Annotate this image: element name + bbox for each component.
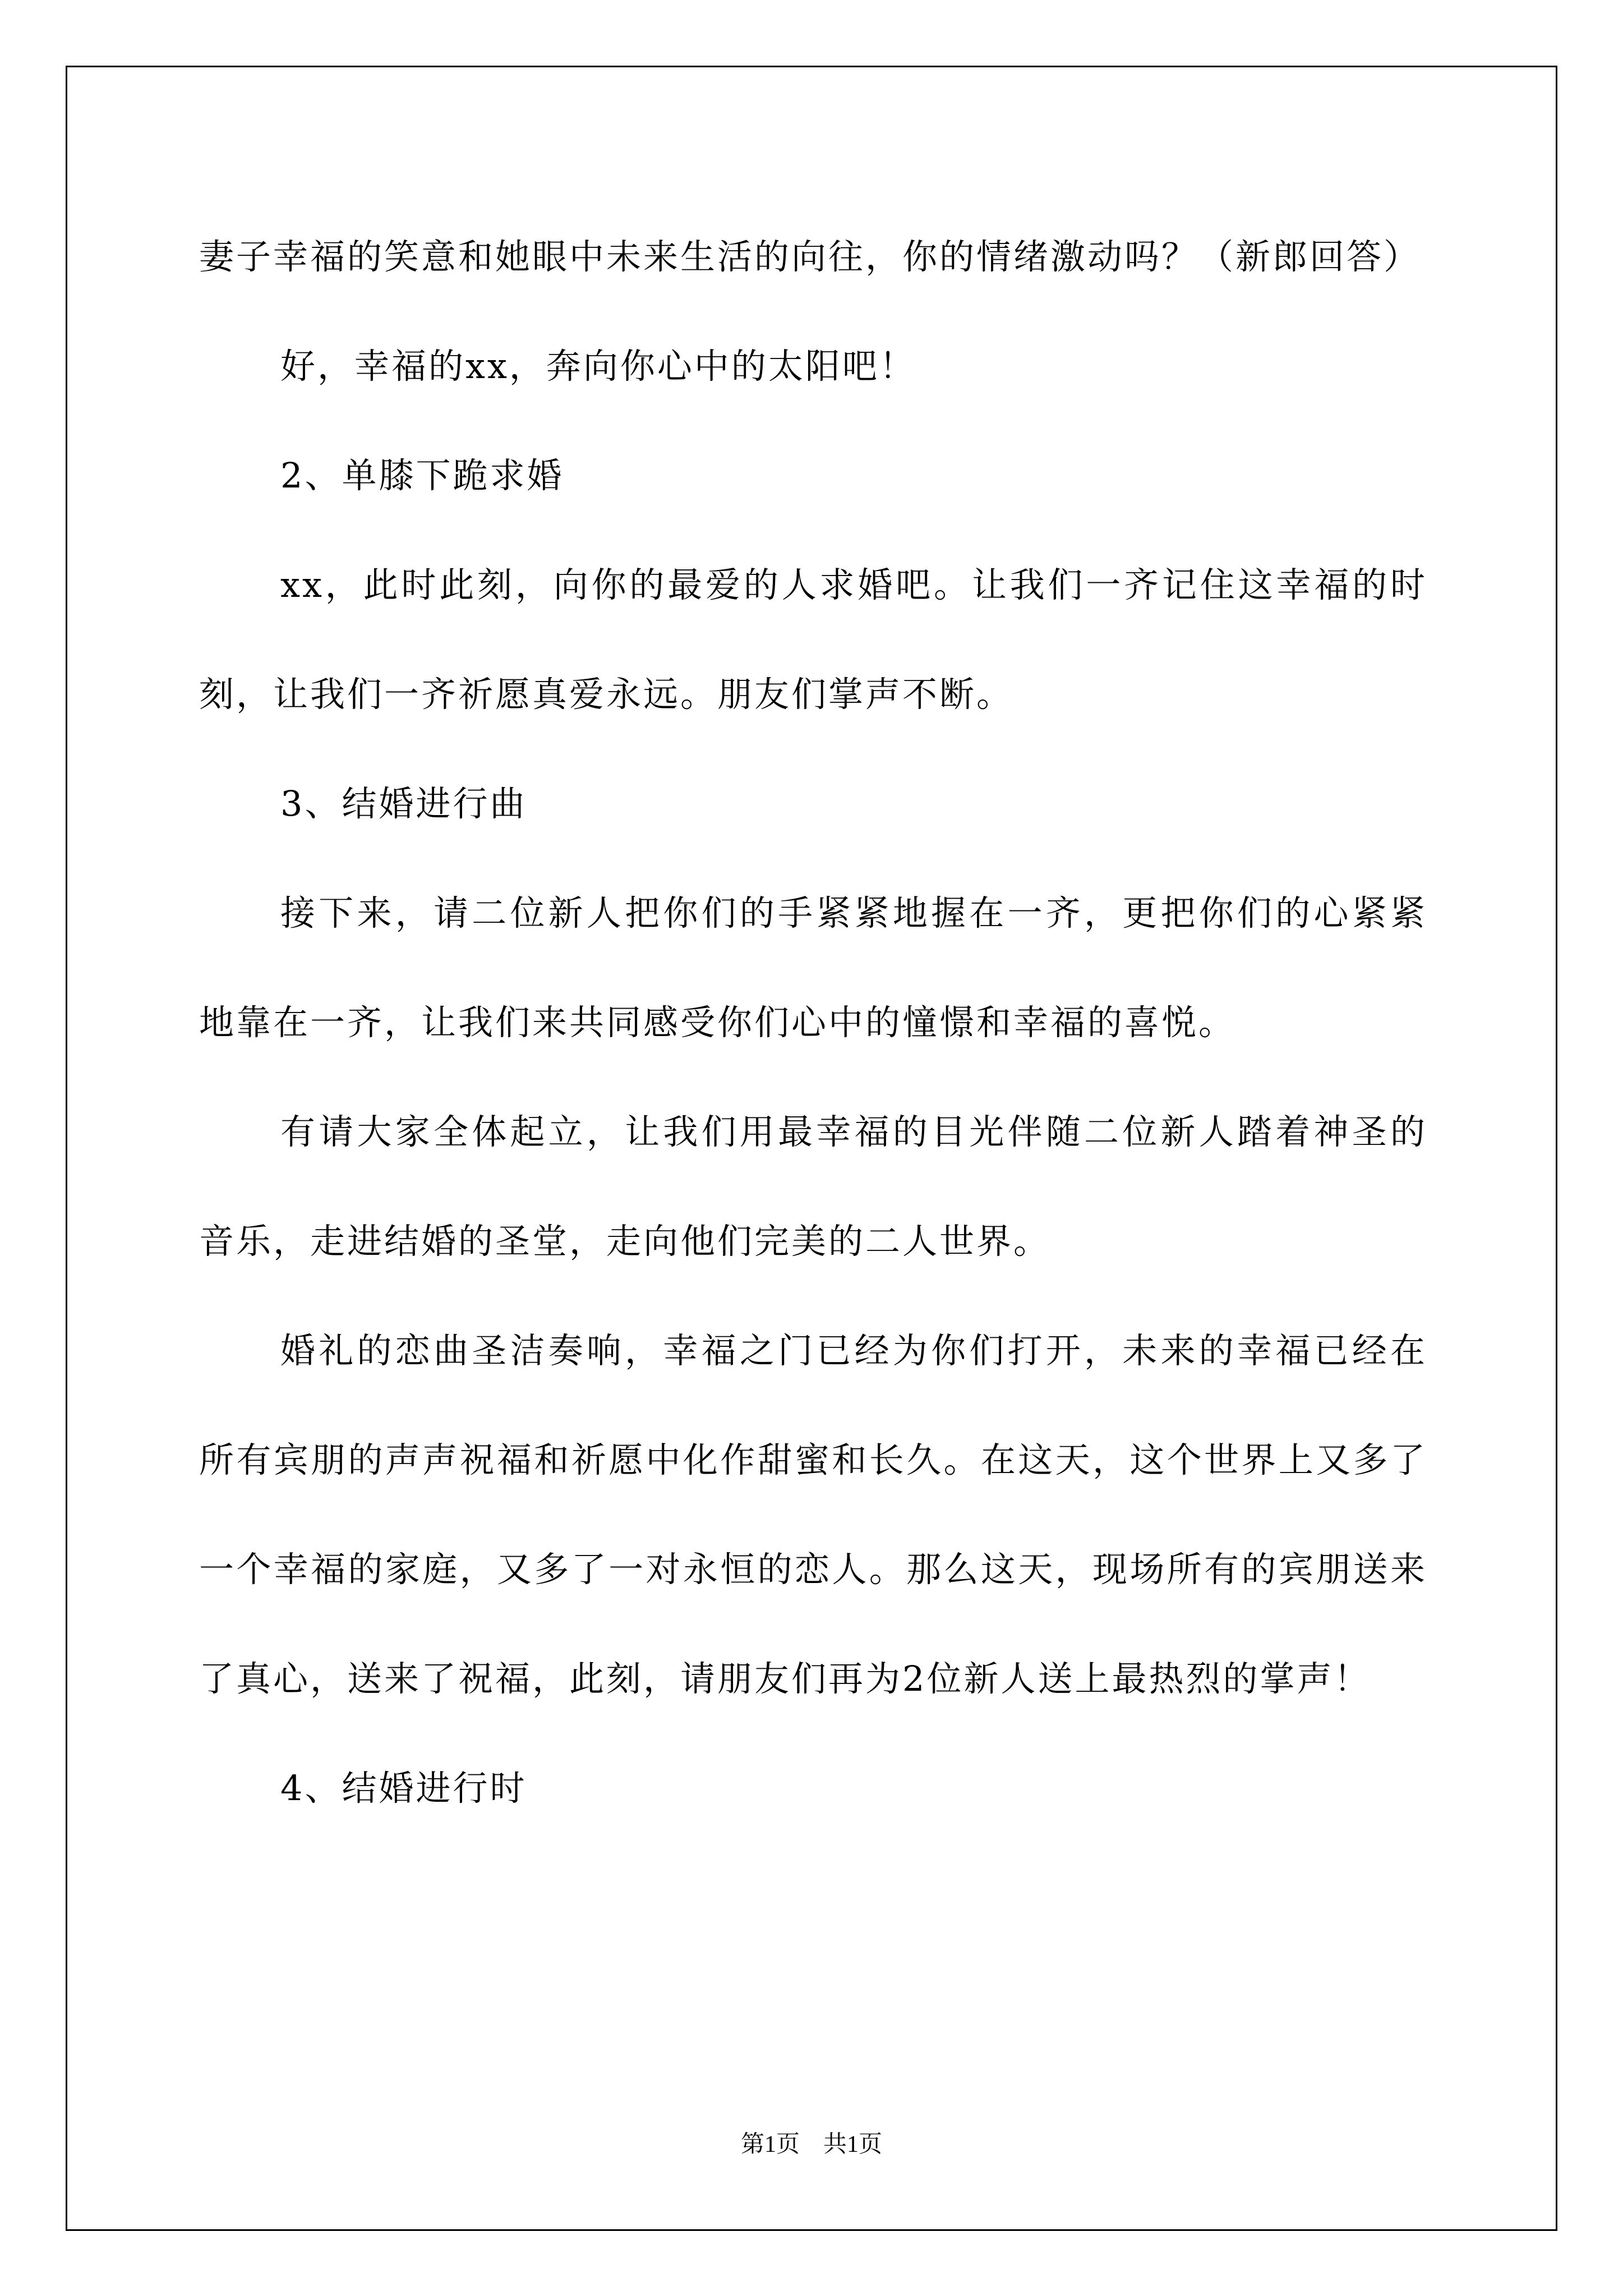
section-heading-4: 4、结婚进行时 [280, 1768, 527, 1809]
document-body [199, 202, 1427, 1843]
paragraph-5: 有请大家全体起立，让我们用最幸福的目光伴随二位新人踏着神圣的音乐，走进结婚的圣堂，走向他们完美的二人世界。 [199, 1111, 1427, 1262]
section-heading-3: 3、结婚进行曲 [280, 783, 527, 824]
section-heading-2: 2、单膝下跪求婚 [280, 455, 564, 496]
paragraph-1: 妻子幸福的笑意和她眼中未来生活的向往，你的情绪激动吗？（新郎回答） [199, 236, 1421, 277]
paragraph-2: 好，幸福的xx，奔向你心中的太阳吧！ [280, 346, 916, 386]
page-footer: 第1页 共1页 [740, 2132, 882, 2157]
paragraph-3: xx，此时此刻，向你的最爱的人求婚吧。让我们一齐记住这幸福的时刻，让我们一齐祈愿真爱永远。朋友们掌声不断。 [199, 564, 1427, 715]
paragraph-6: 婚礼的恋曲圣洁奏响，幸福之门已经为你们打开，未来的幸福已经在所有宾朋的声声祝福和祈愿中化作甜蜜和长久。在这天，这个世界上又多了一个幸福的家庭，又多了一对永恒的恋人。那么这天，现场所有的宾朋送来了真心，送来了祝福，此刻，请朋友们再为2位新人送上最热烈的掌声！ [199, 1330, 1427, 1699]
paragraph-4: 接下来，请二位新人把你们的手紧紧地握在一齐，更把你们的心紧紧地靠在一齐，让我们来共同感受你们心中的憧憬和幸福的喜悦。 [199, 892, 1427, 1043]
